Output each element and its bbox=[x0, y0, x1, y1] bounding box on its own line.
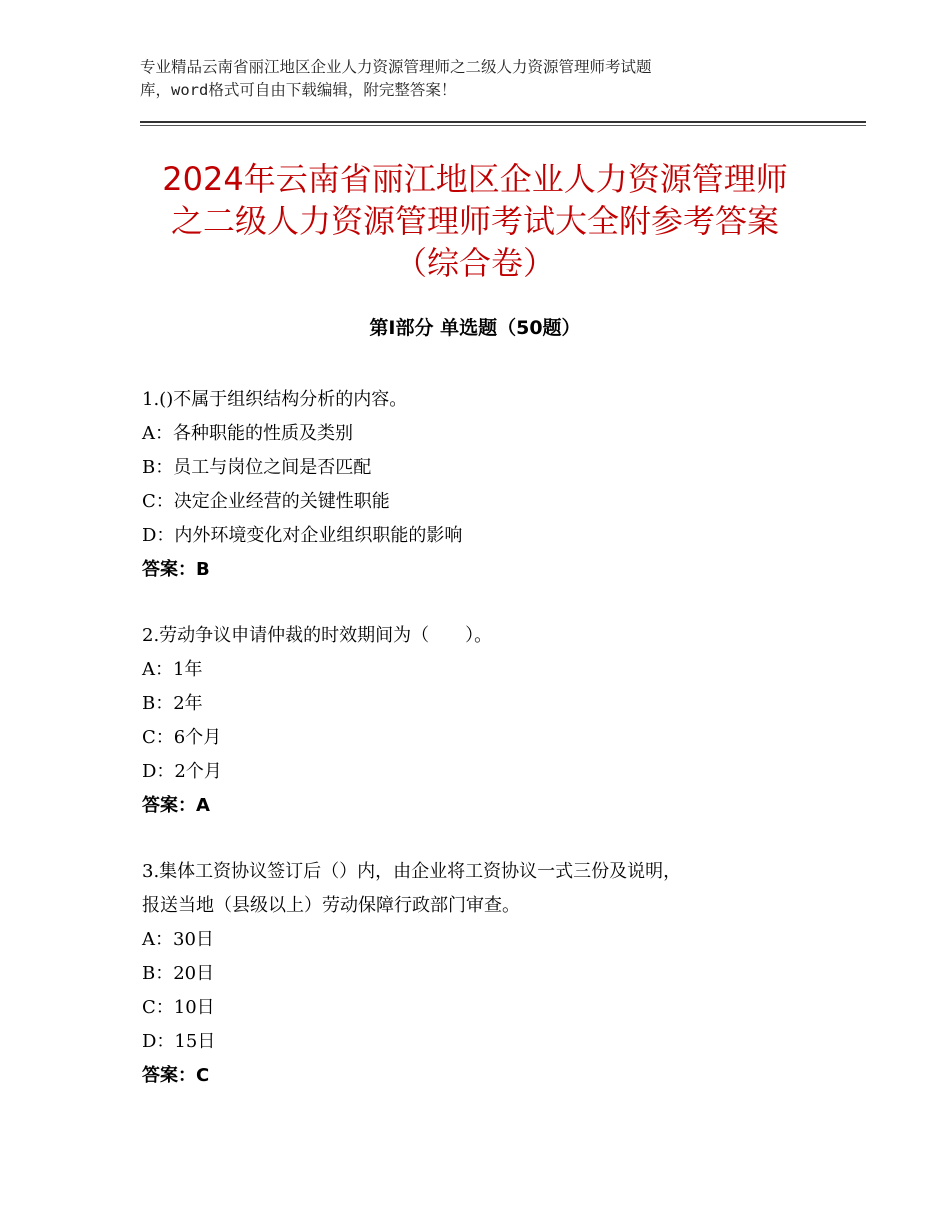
option-c: C：6个月 bbox=[142, 727, 222, 748]
option-c: C：决定企业经营的关键性职能 bbox=[142, 491, 390, 512]
option-a: A：1年 bbox=[142, 659, 203, 680]
header-note-line: 库，word格式可自由下载编辑，附完整答案！ bbox=[140, 81, 457, 99]
option-b: B：20日 bbox=[142, 963, 215, 984]
question-stem: 1.()不属于组织结构分析的内容。 bbox=[142, 389, 408, 410]
option-d: D：15日 bbox=[142, 1031, 216, 1052]
question-3 bbox=[142, 855, 842, 1093]
option-b: B：员工与岗位之间是否匹配 bbox=[142, 457, 372, 478]
title-line: 之二级人力资源管理师考试大全附参考答案 bbox=[170, 202, 779, 240]
question-1 bbox=[142, 383, 842, 587]
header-note bbox=[140, 56, 840, 102]
title-line: （综合卷） bbox=[394, 244, 555, 282]
question-stem-continued: 报送当地（县级以上）劳动保障行政部门审查。 bbox=[142, 895, 520, 916]
header-divider bbox=[140, 121, 866, 123]
question-2 bbox=[142, 619, 842, 823]
header-note-line: 专业精品云南省丽江地区企业人力资源管理师之二级人力资源管理师考试题 bbox=[140, 58, 652, 76]
option-d: D：内外环境变化对企业组织职能的影响 bbox=[142, 525, 463, 546]
option-d: D：2个月 bbox=[142, 761, 222, 782]
section-heading: 第Ⅰ部分 单选题（50题） bbox=[369, 317, 581, 339]
question-list bbox=[142, 383, 842, 1125]
option-b: B：2年 bbox=[142, 693, 203, 714]
header-divider-thin bbox=[140, 125, 866, 126]
question-stem: 3.集体工资协议签订后（）内，由企业将工资协议一式三份及说明， bbox=[142, 861, 682, 882]
answer-label: 答案：B bbox=[142, 559, 210, 580]
option-a: A：30日 bbox=[142, 929, 214, 950]
document-title bbox=[100, 158, 850, 284]
option-c: C：10日 bbox=[142, 997, 215, 1018]
title-line: 2024年云南省丽江地区企业人力资源管理师 bbox=[162, 160, 788, 198]
option-a: A：各种职能的性质及类别 bbox=[142, 423, 353, 444]
question-stem: 2.劳动争议申请仲裁的时效期间为（ ）。 bbox=[142, 625, 493, 646]
answer-label: 答案：C bbox=[142, 1065, 210, 1086]
answer-label: 答案：A bbox=[142, 795, 210, 816]
